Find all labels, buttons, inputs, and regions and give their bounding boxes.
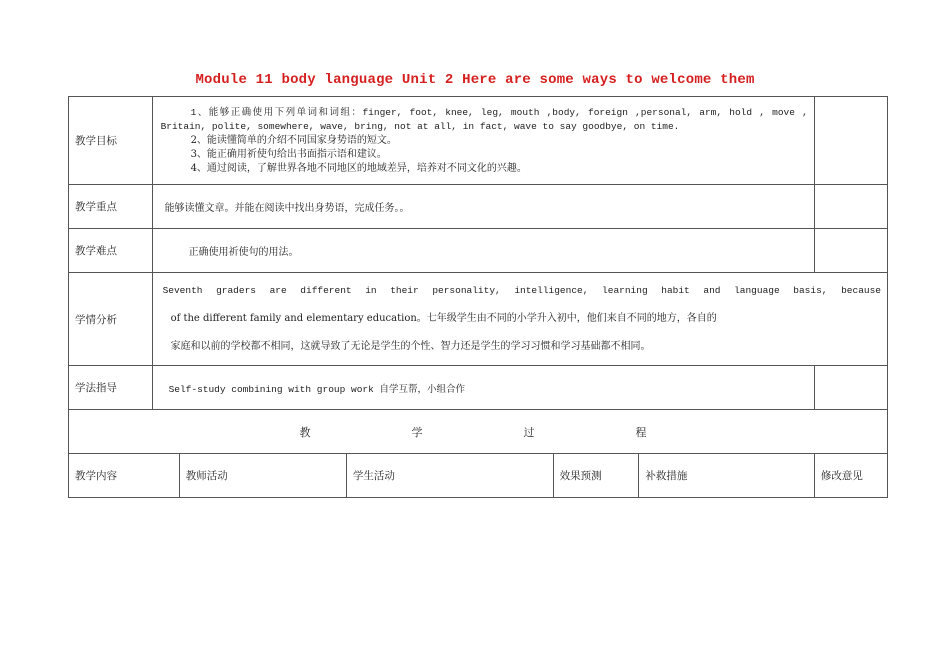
goals-line-2: 2、能读懂简单的介绍不同国家身势语的短文。 <box>190 134 397 146</box>
lesson-plan-table <box>68 96 888 498</box>
difficulties-label: 教学难点 <box>69 229 153 273</box>
process-char-2: 学 <box>411 425 423 439</box>
col-student-activity: 学生活动 <box>346 454 553 498</box>
process-char-1: 教 <box>299 425 311 439</box>
method-note-cell <box>814 366 887 410</box>
goals-row <box>69 97 888 185</box>
difficulties-row <box>69 229 888 273</box>
goals-line-1: 1、能够正确使用下列单词和词组：finger, foot, knee, leg, mouth ,body, foreign ,personal, arm, hold , move , Britain, polite, somewhere, wave, bring, not at all, in fact, wave to say goodbye, on time. <box>160 106 808 132</box>
difficulties-note-cell <box>814 229 887 273</box>
col-effect-prediction: 效果预测 <box>553 454 639 498</box>
col-remedial-measures: 补救措施 <box>639 454 815 498</box>
process-char-4: 程 <box>635 425 647 439</box>
column-header-row <box>69 454 888 498</box>
method-row <box>69 366 888 410</box>
process-row <box>69 410 888 454</box>
analysis-content <box>152 273 887 366</box>
goals-note-cell <box>814 97 887 185</box>
difficulties-content: 正确使用祈使句的用法。 <box>152 229 814 273</box>
col-teacher-activity: 教师活动 <box>179 454 346 498</box>
analysis-line-2: of the different family and elementary education。七年级学生由不同的小学升入初中，他们来自不同的地方，各自的 <box>170 313 717 324</box>
analysis-label: 学情分析 <box>69 273 153 366</box>
process-char-3: 过 <box>523 425 535 439</box>
col-revision-notes: 修改意见 <box>814 454 887 498</box>
goals-line-3: 3、能正确用祈使句给出书面指示语和建议。 <box>190 148 387 160</box>
analysis-line-1: Seventh graders are different in their personality, intelligence, learning habit and language basis, because <box>162 285 881 296</box>
goals-label: 教学目标 <box>69 97 153 185</box>
analysis-line-3: 家庭和以前的学校都不相同，这就导致了无论是学生的个性、智力还是学生的学习习惯和学习基础都不相同。 <box>170 341 651 352</box>
document-title: Module 11 body language Unit 2 Here are some ways to welcome them <box>195 72 755 88</box>
method-content: Self-study combining with group work 自学互帮，小组合作 <box>152 366 814 410</box>
key-points-note-cell <box>814 185 887 229</box>
key-points-label: 教学重点 <box>69 185 153 229</box>
method-label: 学法指导 <box>69 366 153 410</box>
col-teaching-content: 教学内容 <box>69 454 180 498</box>
analysis-row <box>69 273 888 366</box>
goals-line-4: 4、通过阅读，了解世界各地不同地区的地域差异，培养对不同文化的兴趣。 <box>190 162 527 174</box>
key-points-row <box>69 185 888 229</box>
goals-content <box>152 97 814 185</box>
key-points-content: 能够读懂文章。并能在阅读中找出身势语，完成任务。。 <box>152 185 814 229</box>
process-heading <box>69 410 888 454</box>
